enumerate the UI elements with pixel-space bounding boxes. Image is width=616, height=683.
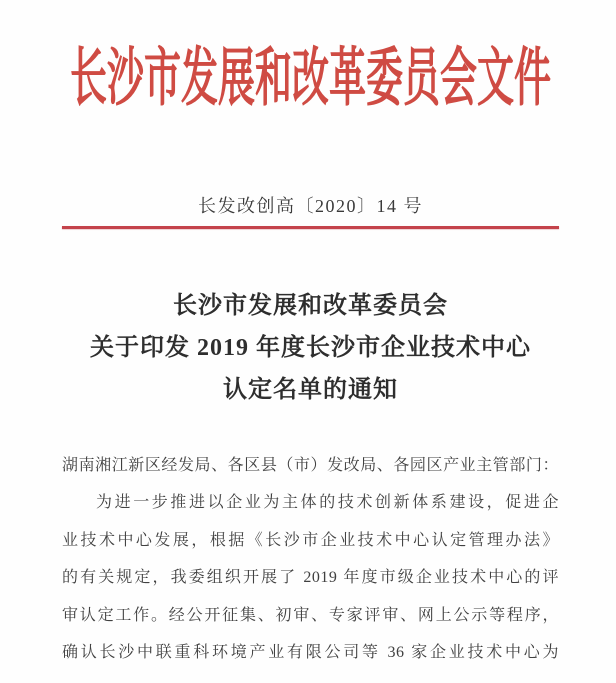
document-reference-number: 长发改创高〔2020〕14 号: [198, 196, 423, 216]
title-line-issuer: 长沙市发展和改革委员会: [173, 292, 448, 319]
red-divider-line: [62, 226, 559, 229]
body-paragraph-line: 审认定工作。经公开征集、初审、专家评审、网上公示等程序，: [62, 606, 559, 624]
agency-masthead-title: 长沙市发展和改革委员会文件: [70, 44, 551, 115]
body-paragraph-line: 确认长沙中联重科环境产业有限公司等 36 家企业技术中心为: [62, 644, 559, 661]
body-paragraph-line: 为进一步推进以企业为主体的技术创新体系建设，促进企: [96, 494, 559, 511]
document-body: [62, 447, 559, 672]
body-paragraph-line: 业技术中心发展，根据《长沙市企业技术中心认定管理办法》: [62, 531, 559, 549]
title-line-subject-continued: 认定名单的通知: [223, 376, 398, 403]
title-line-subject: 关于印发 2019 年度长沙市企业技术中心: [90, 334, 531, 361]
body-paragraph-line: 的有关规定，我委组织开展了 2019 年度市级企业技术中心的评: [62, 569, 559, 586]
document-title: [62, 285, 559, 411]
recipients-line: 湖南湘江新区经发局、各区县（市）发改局、各园区产业主管部门：: [62, 456, 559, 474]
agency-masthead: [62, 36, 559, 115]
